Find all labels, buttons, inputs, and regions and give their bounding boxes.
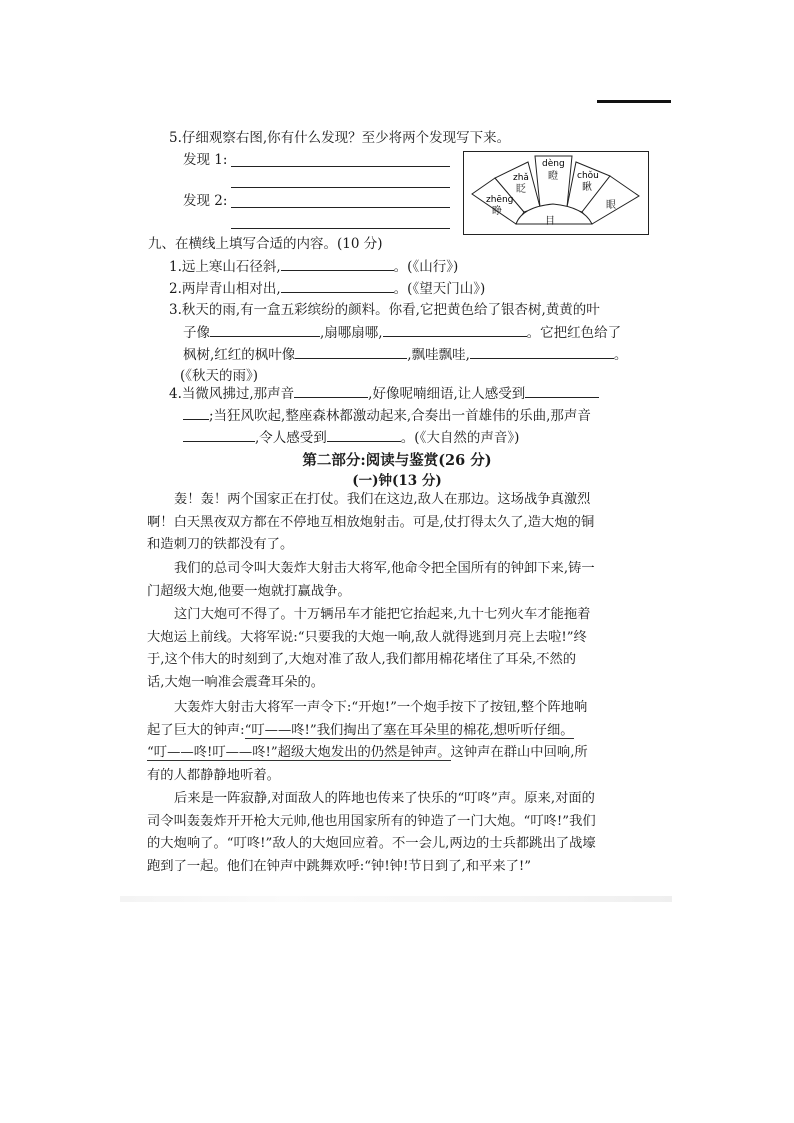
q9-1 xyxy=(169,258,458,275)
story-line: 我们的总司令叫大轰炸大射击大将军,他命令把全国所有的钟卸下来,铸一 xyxy=(174,561,595,576)
story-line: 有的人都静静地听着。 xyxy=(147,767,280,783)
story-underlined: “叮——咚!”我们掏出了塞在耳朵里的棉花,想听听仔细。 xyxy=(244,722,574,738)
story-text: 起了巨大的钟声: xyxy=(147,722,245,738)
q9-4-text-a: 4.当微风拂过,那声音 xyxy=(169,386,295,402)
story-line xyxy=(147,720,588,743)
story-text: 这钟声在群山中回响,所 xyxy=(450,745,588,760)
part2-title: 第二部分:阅读与鉴赏(26 分) xyxy=(302,452,492,469)
q5-answer-line-1b[interactable] xyxy=(231,187,450,188)
story-paragraph-1 xyxy=(147,489,594,557)
q9-4-blank-3[interactable] xyxy=(183,407,209,420)
q9-4-blank-5[interactable] xyxy=(327,429,401,442)
q9-4-text-c: ;当狂风吹起,整座森林都激动起来,合奏出一首雄伟的乐曲,那声音 xyxy=(209,408,591,424)
q9-3-blank-3[interactable] xyxy=(295,346,407,359)
q9-3-line1: 3.秋天的雨,有一盒五彩缤纷的颜料。你看,它把黄色给了银杏树,黄黄的叶 xyxy=(169,302,600,318)
story-line: 轰！轰！两个国家正在打仗。我们在这边,敌人在那边。这场战争真激烈 xyxy=(174,492,591,507)
q5-answer-line-2b[interactable] xyxy=(231,228,450,229)
part2-subtitle: (一)钟(13 分) xyxy=(352,473,442,489)
q9-2-text: 2.两岸青山相对出, xyxy=(169,281,281,297)
story-line: 跑到了一起。他们在钟声中跳舞欢呼:“钟!钟!节日到了,和平来了!” xyxy=(147,858,532,874)
q9-1-source: 。(《山行》) xyxy=(393,259,459,275)
story-line: 门超级大炮,他要一炮就打赢战争。 xyxy=(147,583,351,599)
fan-center-char: 目 xyxy=(545,216,555,227)
story-line: 和造刺刀的铁都没有了。 xyxy=(147,537,294,552)
story-line: 大轰炸大射击大将军一声令下:“开炮!”一个炮手按下了按钮,整个阵地响 xyxy=(174,700,588,715)
q9-3-blank-1[interactable] xyxy=(210,324,320,337)
q9-3-text-b: ,扇哪扇哪, xyxy=(320,325,383,341)
header-rule xyxy=(597,100,671,103)
q5-prompt: 5.仔细观察右图,你有什么发现？至少将两个发现写下来。 xyxy=(169,130,511,146)
story-line: 啊！白天黑夜双方都在不停地互相放炮射击。可是,仗打得太久了,造大炮的铜 xyxy=(147,514,595,530)
q9-3-text-a: 子像 xyxy=(183,325,210,341)
fan-char-5: 眼 xyxy=(606,200,616,211)
q9-3-text-d: 枫树,红红的枫叶像 xyxy=(183,347,296,363)
section9-heading: 九、在横线上填写合适的内容。(10 分) xyxy=(148,236,383,252)
story-paragraph-2 xyxy=(147,558,595,603)
q9-4-line2 xyxy=(183,407,591,424)
q9-4-blank-4[interactable] xyxy=(183,429,255,442)
q9-4-source: 。(《大自然的声音》) xyxy=(400,430,520,446)
q9-3-text-f: 。 xyxy=(613,347,628,363)
q9-2-source: 。(《望天门山》) xyxy=(393,281,486,297)
fan-pinyin-2: zhǎ xyxy=(513,173,529,183)
scan-edge xyxy=(120,896,672,902)
fan-pinyin-4: chǒu xyxy=(577,171,599,181)
story-underlined: “叮——咚!叮——咚!”超级大炮发出的仍然是钟声。 xyxy=(147,745,451,760)
fan-char-4: 瞅 xyxy=(582,182,592,193)
q9-3-line2 xyxy=(183,324,621,341)
fan-pinyin-1: zhēng xyxy=(486,195,514,205)
q9-3-line3 xyxy=(183,346,627,363)
story-paragraph-3 xyxy=(147,604,590,694)
story-line: 于,这个伟大的时刻到了,大炮对准了敌人,我们都用棉花堵住了耳朵,不然的 xyxy=(147,652,577,667)
q9-1-blank[interactable] xyxy=(281,258,394,271)
q9-3-blank-4[interactable] xyxy=(470,346,614,359)
story-line: 这门大炮可不得了。十万辆吊车才能把它抬起来,九十七列火车才能拖着 xyxy=(174,607,591,622)
q9-3-blank-2[interactable] xyxy=(383,324,527,337)
fan-char-2: 眨 xyxy=(516,184,526,195)
q9-4-line1 xyxy=(169,385,599,402)
q9-2 xyxy=(169,280,485,297)
story-line: 大炮运上前线。大将军说:“只要我的大炮一响,敌人就得逃到月亮上去啦!”终 xyxy=(147,629,587,645)
q9-4-text-d: ,令人感受到 xyxy=(255,430,327,446)
story-line: 的大炮响了。“叮咚!”敌人的大炮回应着。不一会儿,两边的士兵都跳出了战壕 xyxy=(147,836,596,851)
q9-4-text-b: ,好像呢喃细语,让人感受到 xyxy=(368,386,526,402)
q5-answer-line-2a[interactable] xyxy=(231,207,450,208)
q9-4-line3 xyxy=(183,429,519,446)
q9-1-text: 1.远上寒山石径斜, xyxy=(169,259,281,275)
q9-2-blank[interactable] xyxy=(281,280,394,293)
story-paragraph-5 xyxy=(147,788,596,878)
fan-char-1: 睁 xyxy=(492,206,502,217)
story-line xyxy=(147,742,588,765)
q9-3-text-e: ,飘哇飘哇, xyxy=(407,347,470,363)
eye-fan-figure xyxy=(463,151,649,235)
q5-label-2: 发现 2: xyxy=(183,193,228,209)
q9-3-text-c: 。它把红色给了 xyxy=(526,325,622,341)
story-line: 司令叫轰轰炸开开枪大元帅,他也用国家所有的钟造了一门大炮。“叮咚!”我们 xyxy=(147,813,596,829)
q9-4-blank-2[interactable] xyxy=(525,385,599,398)
q5-label-1: 发现 1: xyxy=(183,152,228,168)
q9-4-blank-1[interactable] xyxy=(294,385,368,398)
fan-pinyin-3: dèng xyxy=(542,159,565,169)
q5-answer-line-1a[interactable] xyxy=(231,166,450,167)
q9-3-source: (《秋天的雨》) xyxy=(180,368,259,384)
story-line: 后来是一阵寂静,对面敌人的阵地也传来了快乐的“叮咚”声。原来,对面的 xyxy=(174,791,595,806)
story-line: 话,大炮一响准会震聋耳朵的。 xyxy=(147,674,325,690)
story-paragraph-4 xyxy=(147,697,588,787)
fan-char-3: 瞪 xyxy=(548,171,558,182)
